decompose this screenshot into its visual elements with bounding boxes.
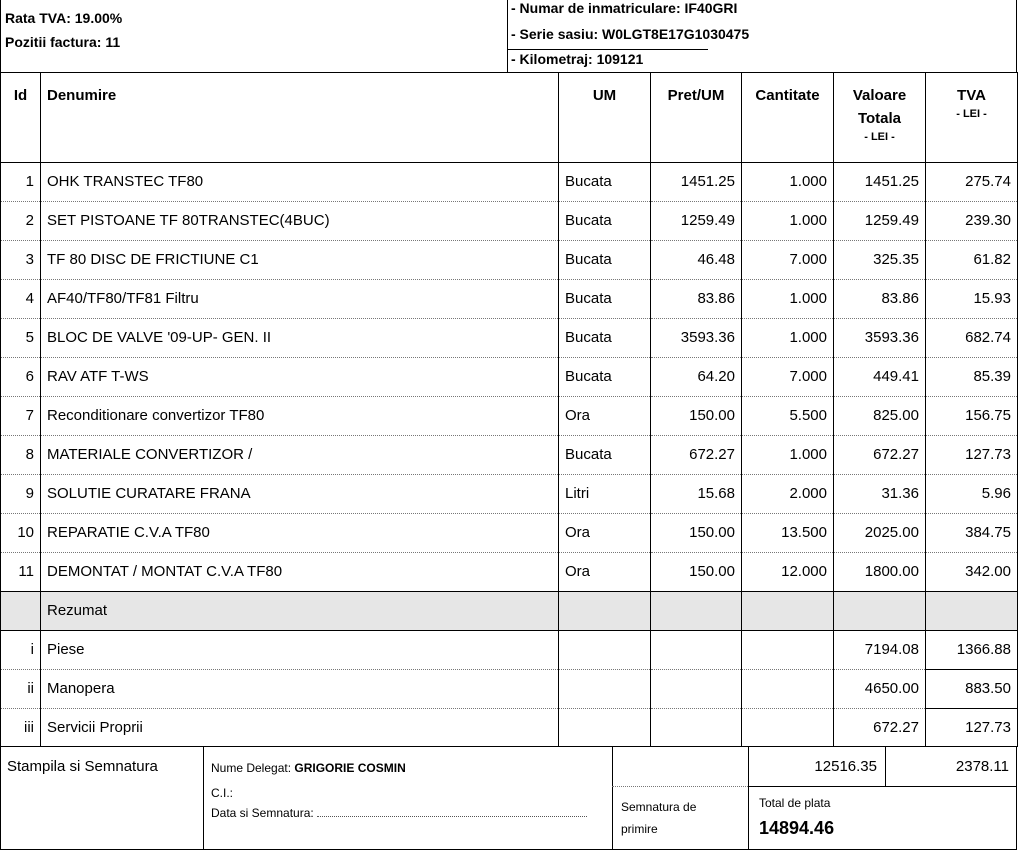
item-denumire: OHK TRANSTEC TF80 (41, 162, 559, 201)
rezumat-empty-cell (926, 591, 1018, 630)
summary-tva: 883.50 (926, 669, 1018, 708)
item-tva: 342.00 (926, 552, 1018, 591)
rezumat-label: Rezumat (41, 591, 559, 630)
item-denumire: RAV ATF T-WS (41, 357, 559, 396)
item-denumire: TF 80 DISC DE FRICTIUNE C1 (41, 240, 559, 279)
summary-label: Piese (41, 630, 559, 669)
data-semnatura (211, 806, 587, 820)
rezumat-empty-cell (742, 591, 834, 630)
item-tva: 5.96 (926, 474, 1018, 513)
summary-label: Manopera (41, 669, 559, 708)
stampila-semnatura: Stampila si Semnatura (7, 758, 158, 775)
table-row (1, 279, 1018, 318)
item-valoare: 672.27 (834, 435, 926, 474)
summary-empty-cell (559, 669, 651, 708)
summary-empty-cell (559, 630, 651, 669)
item-valoare: 449.41 (834, 357, 926, 396)
summary-id: i (1, 630, 41, 669)
data-semnatura-label: Data si Semnatura: (211, 806, 314, 820)
item-id: 1 (1, 162, 41, 201)
item-um: Bucata (559, 318, 651, 357)
item-denumire: SOLUTIE CURATARE FRANA (41, 474, 559, 513)
summary-empty-cell (559, 708, 651, 746)
table-row (1, 357, 1018, 396)
table-row (1, 552, 1018, 591)
summary-empty-cell (651, 669, 742, 708)
rezumat-id-cell (1, 591, 41, 630)
total-de-plata-value: 14894.46 (759, 818, 835, 838)
item-um: Bucata (559, 279, 651, 318)
rezumat-empty-cell (651, 591, 742, 630)
item-valoare: 1800.00 (834, 552, 926, 591)
summary-tva: 1366.88 (926, 630, 1018, 669)
invoice-items-table (0, 72, 1018, 747)
item-pret-um: 150.00 (651, 396, 742, 435)
table-row (1, 435, 1018, 474)
summary-empty-cell (742, 630, 834, 669)
item-pret-um: 150.00 (651, 552, 742, 591)
rata-tva: Rata TVA: 19.00% (5, 10, 123, 26)
item-tva: 127.73 (926, 435, 1018, 474)
item-um: Litri (559, 474, 651, 513)
item-pret-um: 1259.49 (651, 201, 742, 240)
item-id: 5 (1, 318, 41, 357)
vehicle-info-divider (508, 49, 708, 50)
item-valoare: 2025.00 (834, 513, 926, 552)
summary-valoare: 4650.00 (834, 669, 926, 708)
item-um: Ora (559, 396, 651, 435)
semnatura-primire: Semnatura de primire (621, 800, 697, 836)
invoice-info-header (0, 0, 1017, 73)
item-denumire: AF40/TF80/TF81 Filtru (41, 279, 559, 318)
item-um: Bucata (559, 162, 651, 201)
item-id: 4 (1, 279, 41, 318)
item-cantitate: 5.500 (742, 396, 834, 435)
item-denumire: DEMONTAT / MONTAT C.V.A TF80 (41, 552, 559, 591)
item-tva: 239.30 (926, 201, 1018, 240)
total-valoare: 12516.35 (814, 758, 877, 775)
item-cantitate: 13.500 (742, 513, 834, 552)
total-tva: 2378.11 (955, 758, 1009, 775)
item-valoare: 825.00 (834, 396, 926, 435)
item-pret-um: 83.86 (651, 279, 742, 318)
kilometraj: - Kilometraj: 109121 (511, 51, 644, 67)
summary-empty-cell (742, 708, 834, 746)
item-denumire: REPARATIE C.V.A TF80 (41, 513, 559, 552)
item-id: 3 (1, 240, 41, 279)
column-header-denumire: Denumire (41, 72, 559, 162)
item-tva: 85.39 (926, 357, 1018, 396)
table-row (1, 162, 1018, 201)
item-pret-um: 672.27 (651, 435, 742, 474)
item-um: Bucata (559, 201, 651, 240)
item-tva: 15.93 (926, 279, 1018, 318)
item-um: Ora (559, 513, 651, 552)
item-id: 11 (1, 552, 41, 591)
table-row (1, 396, 1018, 435)
item-id: 2 (1, 201, 41, 240)
summary-id: iii (1, 708, 41, 746)
item-denumire: MATERIALE CONVERTIZOR / (41, 435, 559, 474)
item-id: 6 (1, 357, 41, 396)
item-tva: 384.75 (926, 513, 1018, 552)
table-row (1, 201, 1018, 240)
summary-valoare: 7194.08 (834, 630, 926, 669)
item-pret-um: 1451.25 (651, 162, 742, 201)
footer-divider (203, 746, 204, 849)
item-um: Ora (559, 552, 651, 591)
rezumat-empty-cell (559, 591, 651, 630)
item-pret-um: 15.68 (651, 474, 742, 513)
footer-divider (612, 786, 748, 787)
footer-divider (885, 746, 886, 786)
item-pret-um: 3593.36 (651, 318, 742, 357)
summary-label: Servicii Proprii (41, 708, 559, 746)
item-valoare: 3593.36 (834, 318, 926, 357)
item-cantitate: 1.000 (742, 162, 834, 201)
summary-empty-cell (742, 669, 834, 708)
item-cantitate: 1.000 (742, 318, 834, 357)
signature-line (317, 806, 587, 817)
serie-sasiu: - Serie sasiu: W0LGT8E17G1030475 (511, 26, 750, 42)
item-pret-um: 46.48 (651, 240, 742, 279)
summary-tva: 127.73 (926, 708, 1018, 746)
item-tva: 61.82 (926, 240, 1018, 279)
item-cantitate: 12.000 (742, 552, 834, 591)
invoice-footer (0, 746, 1017, 850)
footer-divider (612, 746, 613, 849)
rezumat-empty-cell (834, 591, 926, 630)
numar-inmatriculare: - Numar de inmatriculare: IF40GRI (511, 0, 738, 16)
item-denumire: Reconditionare convertizor TF80 (41, 396, 559, 435)
item-um: Bucata (559, 240, 651, 279)
item-valoare: 31.36 (834, 474, 926, 513)
item-valoare: 325.35 (834, 240, 926, 279)
item-id: 9 (1, 474, 41, 513)
table-row (1, 240, 1018, 279)
item-cantitate: 7.000 (742, 357, 834, 396)
table-row (1, 474, 1018, 513)
item-id: 7 (1, 396, 41, 435)
item-um: Bucata (559, 435, 651, 474)
summary-row (1, 708, 1018, 746)
column-header-tva: TVA - LEI - (926, 72, 1018, 162)
total-de-plata-label: Total de plata (759, 796, 831, 810)
item-pret-um: 150.00 (651, 513, 742, 552)
summary-row (1, 669, 1018, 708)
nume-delegat (211, 761, 406, 775)
column-header-cantitate: Cantitate (742, 72, 834, 162)
footer-divider (748, 746, 749, 849)
column-header-valoare: Valoare Totala - LEI - (834, 72, 926, 162)
item-valoare: 1259.49 (834, 201, 926, 240)
column-header-id: Id (1, 72, 41, 162)
summary-id: ii (1, 669, 41, 708)
item-id: 10 (1, 513, 41, 552)
item-pret-um: 64.20 (651, 357, 742, 396)
summary-empty-cell (651, 630, 742, 669)
table-row (1, 318, 1018, 357)
item-tva: 682.74 (926, 318, 1018, 357)
item-id: 8 (1, 435, 41, 474)
item-denumire: SET PISTOANE TF 80TRANSTEC(4BUC) (41, 201, 559, 240)
item-um: Bucata (559, 357, 651, 396)
summary-row (1, 630, 1018, 669)
item-cantitate: 1.000 (742, 201, 834, 240)
footer-divider (748, 786, 1017, 787)
ci-label: C.I.: (211, 786, 234, 800)
column-header-pret-um: Pret/UM (651, 72, 742, 162)
summary-empty-cell (651, 708, 742, 746)
pozitii-factura: Pozitii factura: 11 (5, 34, 121, 50)
item-denumire: BLOC DE VALVE '09-UP- GEN. II (41, 318, 559, 357)
vehicle-info (508, 0, 1017, 72)
nume-delegat-value: GRIGORIE COSMIN (294, 761, 406, 775)
item-valoare: 1451.25 (834, 162, 926, 201)
nume-delegat-label: Nume Delegat: (211, 761, 292, 775)
summary-valoare: 672.27 (834, 708, 926, 746)
item-tva: 275.74 (926, 162, 1018, 201)
item-cantitate: 1.000 (742, 279, 834, 318)
table-header-row (1, 72, 1018, 162)
rezumat-row (1, 591, 1018, 630)
item-valoare: 83.86 (834, 279, 926, 318)
column-header-um: UM (559, 72, 651, 162)
item-cantitate: 2.000 (742, 474, 834, 513)
item-cantitate: 7.000 (742, 240, 834, 279)
item-tva: 156.75 (926, 396, 1018, 435)
item-cantitate: 1.000 (742, 435, 834, 474)
invoice-tax-info (0, 0, 508, 72)
table-row (1, 513, 1018, 552)
